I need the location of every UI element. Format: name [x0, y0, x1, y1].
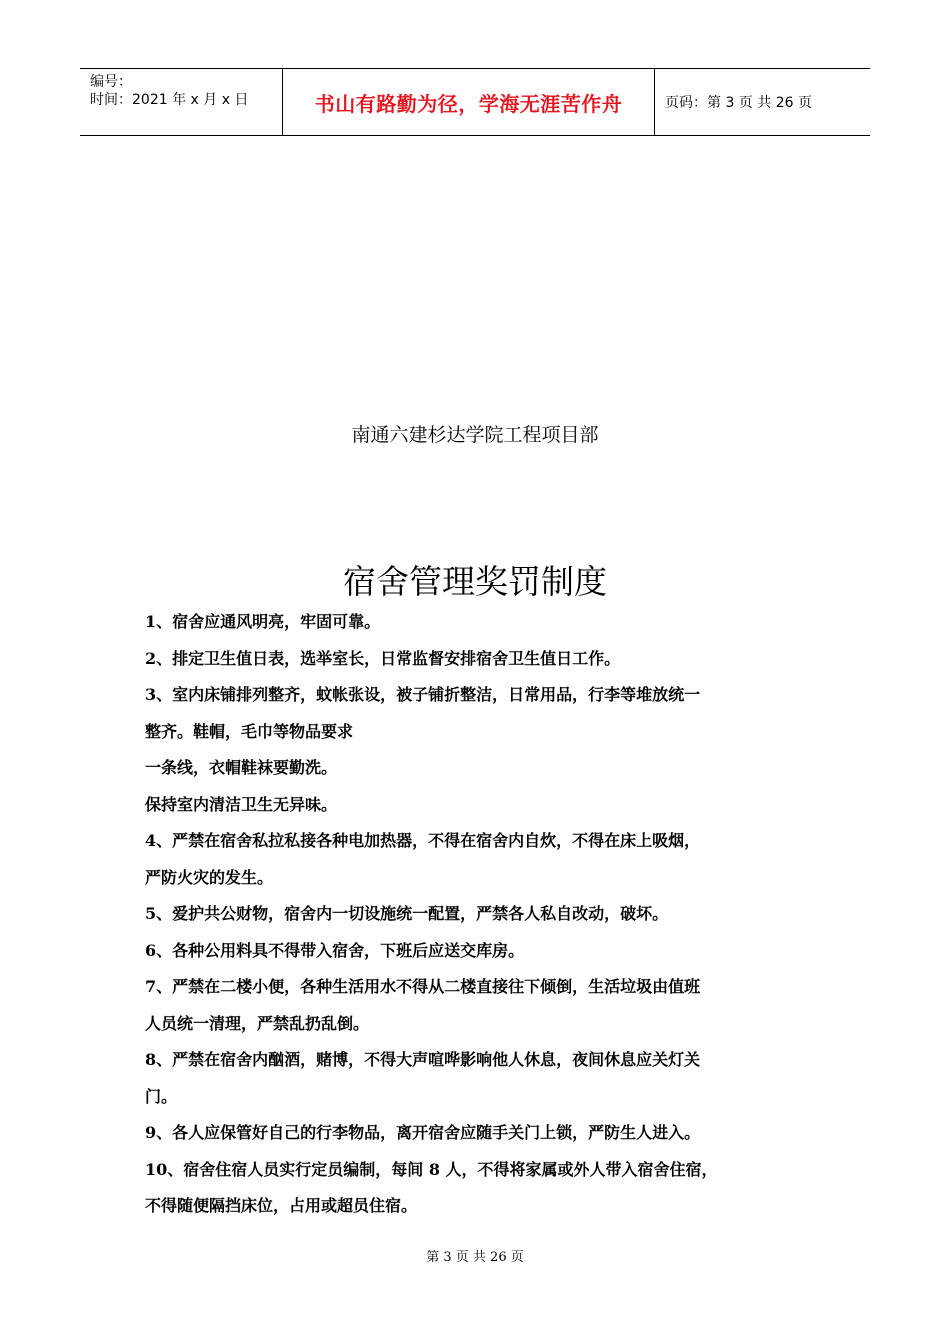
- rule-line: 5、爱护共公财物，宿舍内一切设施统一配置，严禁各人私自改动，破坏。: [145, 904, 669, 923]
- rule-line: 2、排定卫生值日表，选举室长，日常监督安排宿舍卫生值日工作。: [145, 648, 621, 668]
- motto: 书山有路勤为径，学海无涯苦作舟: [314, 91, 623, 116]
- rule-line: 10、宿舍住宿人员实行定员编制，每间 8 人，不得将家属或外人带入宿舍住宿，: [145, 1159, 718, 1179]
- rule-line: 7、严禁在二楼小便，各种生活用水不得从二楼直接往下倾倒，生活垃圾由值班: [145, 977, 701, 996]
- rule-line: 3、室内床铺排列整齐，蚊帐张设，被子铺折整洁，日常用品，行李等堆放统一: [145, 685, 701, 704]
- document-title: 宿舍管理奖罚制度: [343, 562, 607, 601]
- rule-line: 一条线，衣帽鞋袜要勤洗。: [145, 758, 338, 777]
- project-department: 南通六建杉达学院工程项目部: [351, 424, 599, 446]
- header-meta: [80, 69, 282, 135]
- rule-line: 整齐。鞋帽，毛巾等物品要求: [145, 721, 354, 741]
- rule-line: 保持室内清洁卫生无异味。: [145, 794, 338, 814]
- rule-line: 人员统一清理，严禁乱扔乱倒。: [145, 1013, 370, 1033]
- rule-line: 1、宿舍应通风明亮，牢固可靠。: [145, 612, 381, 631]
- rule-line: 严防火灾的发生。: [145, 867, 274, 887]
- rule-line: 不得随便隔挡床位，占用或超员住宿。: [145, 1196, 418, 1215]
- rule-line: 门。: [145, 1086, 178, 1106]
- header-page-info-cell: [655, 69, 870, 135]
- page-info: 页码：第 3 页 共 26 页: [665, 95, 812, 111]
- page-footer: 第 3 页 共 26 页: [426, 1250, 524, 1265]
- rule-line: 9、各人应保管好自己的行李物品，离开宿舍应随手关门上锁，严防生人进入。: [145, 1123, 701, 1142]
- rules-list: [145, 604, 825, 1225]
- header-motto-cell: [282, 69, 655, 135]
- rule-line: 8、严禁在宿舍内酗酒，赌博，不得大声喧哗影响他人休息，夜间休息应关灯关: [145, 1050, 701, 1069]
- rule-line: 4、严禁在宿舍私拉私接各种电加热器，不得在宿舍内自炊，不得在床上吸烟，: [145, 831, 701, 850]
- rule-line: 6、各种公用料具不得带入宿舍，下班后应送交库房。: [145, 940, 525, 960]
- page-header: [80, 68, 870, 136]
- time-label: 时间：2021 年 x 月 x 日: [90, 92, 249, 108]
- number-label: 编号：: [90, 74, 132, 90]
